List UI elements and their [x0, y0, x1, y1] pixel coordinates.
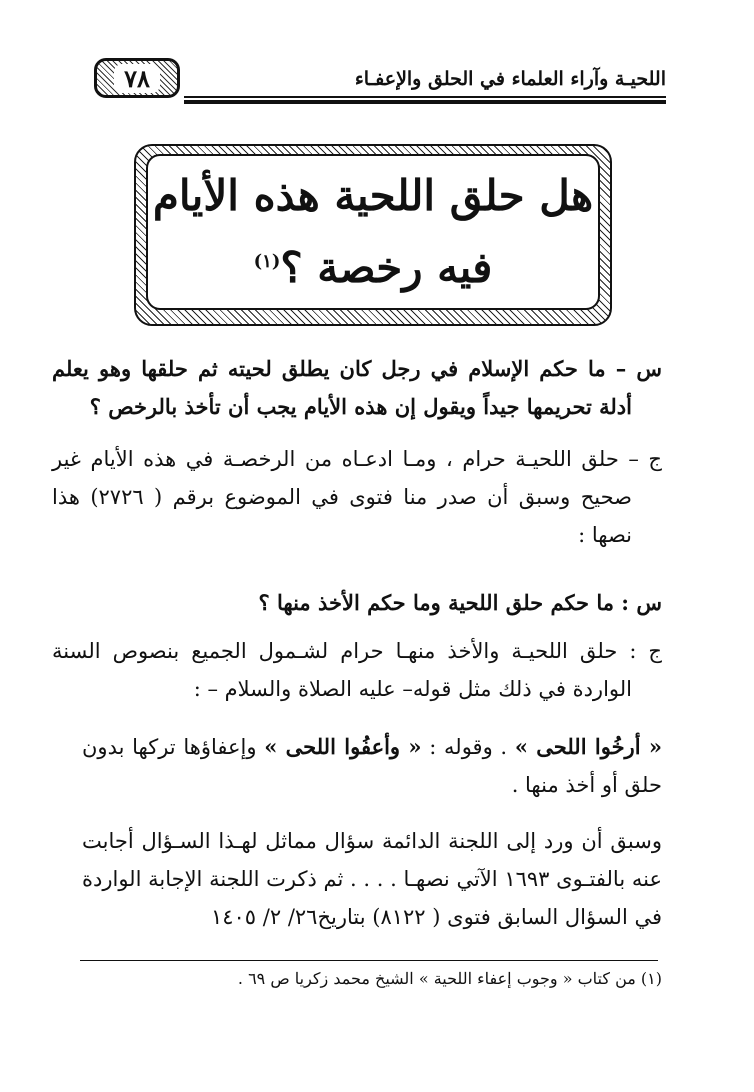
footnote: (١) من كتاب « وجوب إعفاء اللحية » الشيخ محمد زكريا ص ٦٩ . [237, 969, 662, 988]
chapter-title-text-2: فيه رخصة ؟ [280, 243, 493, 292]
running-title: اللحيـة وآراء العلماء في الحلق والإعفـاء [354, 68, 666, 90]
page-number: ٧٨ [114, 64, 160, 93]
answer-1: ج – حلق اللحيـة حرام ، ومـا ادعـاه من الرخصـة في هذه الأيام غير صحيح وسبق أن صدر منا فتوى في الموضوع برقم ( ٢٧٢٦) هذا نصها : [52, 447, 662, 547]
hadith-paragraph [82, 728, 662, 804]
answer-2: ج : حلق اللحيـة والأخذ منهـا حرام لشـمول الجميع بنصوص السنة الواردة في ذلك مثل قوله– عليه الصلاة والسلام – : [52, 639, 662, 701]
chapter-title-line-2 [254, 229, 493, 301]
title-footnote-ref: (١) [253, 251, 281, 272]
footnote-rule [80, 960, 658, 961]
chapter-title-line-1: هل حلق اللحية هذه الأيام [152, 171, 594, 220]
chapter-title-frame [134, 144, 612, 326]
chapter-title-box [146, 154, 600, 310]
hadith-continuation: وإعفاؤها تركها بدون حلق أو أخذ منها . [82, 735, 662, 797]
question-2: س : ما حكم حلق اللحية وما حكم الأخذ منها ؟ [258, 590, 662, 615]
hadith-1: « أرخُوا اللحى » [514, 734, 662, 759]
page-header [88, 52, 666, 108]
paragraph-3: وسبق أن ورد إلى اللجنة الدائمة سؤال مماثل لهـذا السـؤال أجابت عنه بالفتـوى ١٦٩٣ الآتي نصهـا . . . . ثم ذكرت اللجنة الإجابة الواردة في السؤال السابق فتوى ( ٨١٢٢) بتاريخ٢٦/ ٢/ ١٤٠٥ [82, 829, 662, 929]
header-rule [184, 96, 666, 104]
hadith-2: « وأعفُوا اللحى » [264, 734, 422, 759]
between-text: . وقوله : [421, 735, 515, 759]
question-1: س – ما حكم الإسلام في رجل كان يطلق لحيته ثم حلقها وهو يعلم أدلة تحريمها جيداً ويقول إن هذه الأيام يجب أن تأخذ بالرخص ؟ [52, 356, 662, 419]
page-number-badge [94, 58, 180, 98]
